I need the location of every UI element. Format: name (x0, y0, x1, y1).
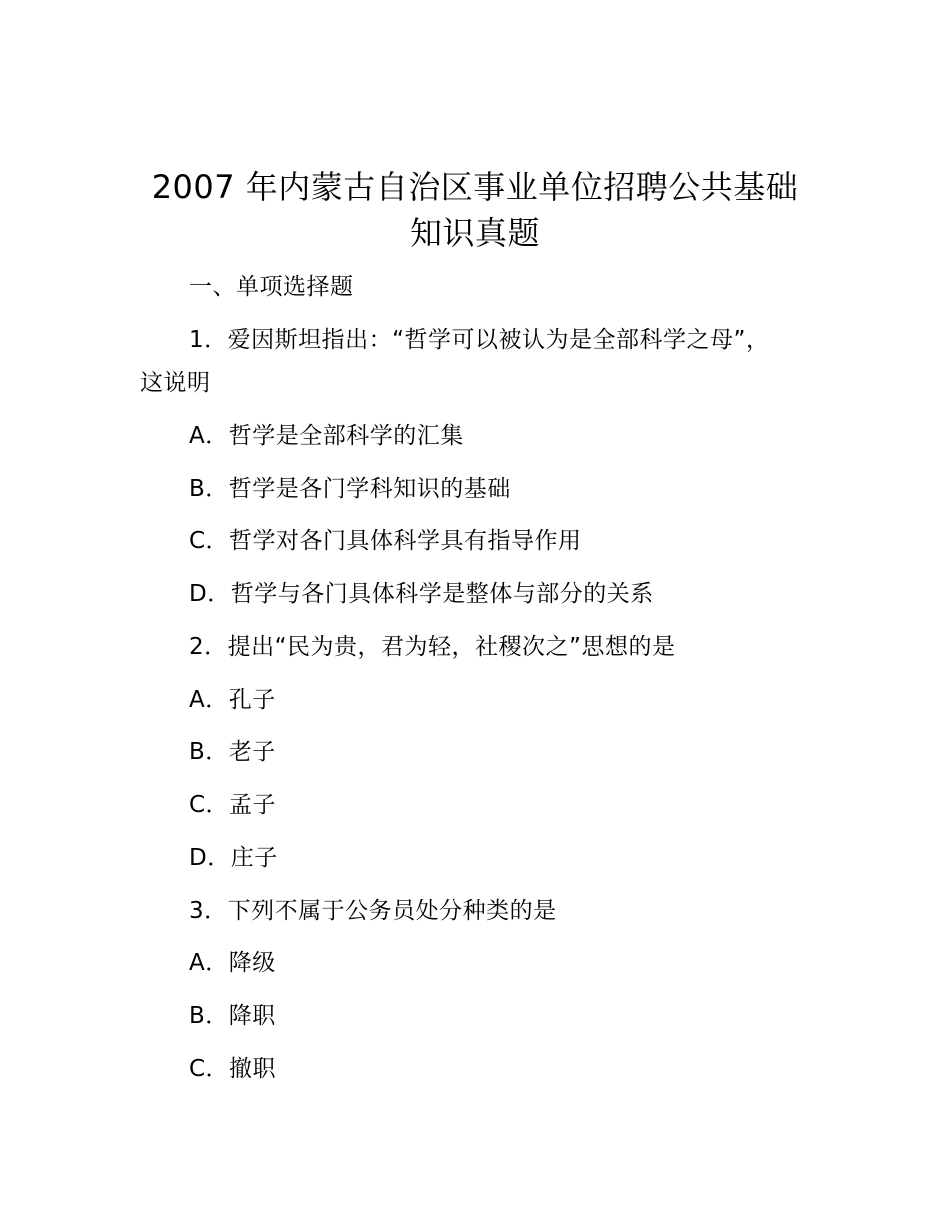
title-line-1: 2007 年内蒙古自治区事业单位招聘公共基础 (151, 168, 799, 206)
question-1-option-c: C．哲学对各门具体科学具有指导作用 (189, 528, 582, 554)
question-3-stem: 3．下列不属于公务员处分种类的是 (189, 898, 557, 924)
question-2-option-c: C．孟子 (189, 792, 277, 818)
question-2-option-a: A．孔子 (189, 687, 276, 713)
question-1-option-b: B．哲学是各门学科知识的基础 (189, 476, 511, 502)
question-1-option-d: D．哲学与各门具体科学是整体与部分的关系 (189, 581, 654, 607)
title-line-2: 知识真题 (409, 214, 540, 252)
question-2-option-d: D．庄子 (189, 845, 278, 871)
question-3-option-c: C．撤职 (189, 1056, 277, 1082)
section-heading: 一、单项选择题 (189, 274, 354, 300)
document-title (140, 164, 810, 256)
question-2-stem: 2．提出“民为贵，君为轻，社稷次之”思想的是 (189, 634, 676, 660)
question-1-stem-continued: 这说明 (140, 370, 211, 396)
question-3-option-b: B．降职 (189, 1003, 276, 1029)
question-2-option-b: B．老子 (189, 739, 276, 765)
question-3-option-a: A．降级 (189, 950, 276, 976)
question-1-option-a: A．哲学是全部科学的汇集 (189, 423, 464, 449)
question-1-stem: 1．爱因斯坦指出：“哲学可以被认为是全部科学之母”， (189, 327, 770, 353)
